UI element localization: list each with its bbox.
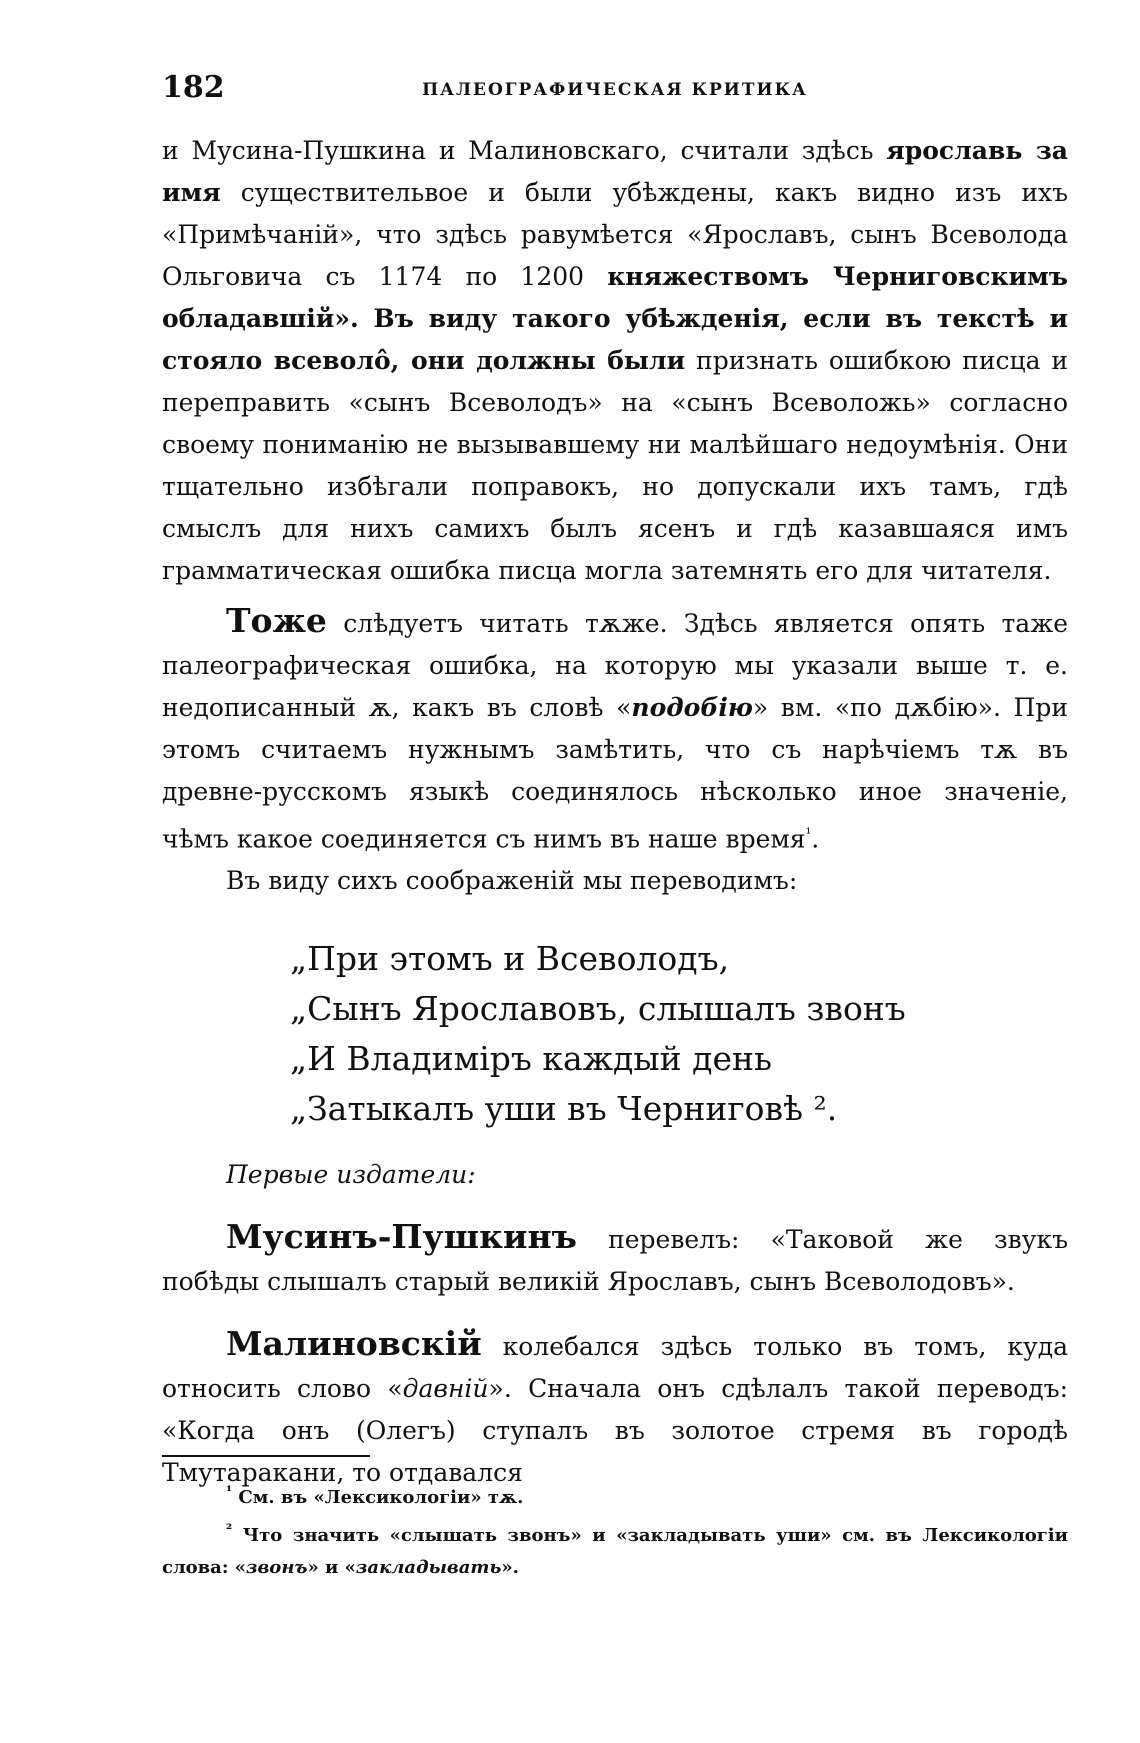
paragraph-1 (162, 130, 1068, 592)
p1-text-2: существительвое и были убѣждены, какъ видно изъ ихъ «Примѣчаній», что здѣсь равумѣется «Ярославъ, сынъ Всеволода Ольговича съ 1174 по 1200 (162, 178, 1068, 291)
running-head: ПАЛЕОГРАФИЧЕСКАЯ КРИТИКА (422, 80, 808, 100)
p4-lead-word: Мусинъ-Пушкинъ (226, 1217, 577, 1257)
paragraph-5 (162, 1323, 1068, 1494)
footnote-ref-1: ¹ (805, 826, 812, 842)
page-header (162, 70, 1068, 110)
p2-text-2: » вм. «по дѫбію». При этомъ считаемъ нужнымъ замѣтить, что съ нарѣчіемъ тѫ въ древне-русскомъ языкѣ соединялось нѣсколько иное значеніе, чѣмъ какое соединяется съ нимъ въ наше время (162, 693, 1068, 854)
p1-text-3: признать ошибкою писца и переправить «сынъ Всеволодъ» на «сынъ Всеволожь» согласно своему пониманію не вызывавшему ни малѣйшаго недоумѣнія. Они тщательно избѣгали поправокъ, но допускали ихъ тамъ, гдѣ смыслъ для нихъ самихъ былъ ясенъ и гдѣ казавшаяся имъ грамматическая ошибка писца могла затемнять его для читателя. (162, 346, 1068, 585)
p5-lead-word: Малиновскій (226, 1324, 482, 1364)
paragraph-2 (162, 600, 1068, 860)
footnote-1 (162, 1476, 1068, 1514)
footnote-2-text-3: ». (501, 1557, 519, 1578)
verse-line: „При этомъ и Всеволодъ, (290, 939, 730, 979)
verse-line: „Затыкалъ уши въ Черниговѣ ². (290, 1089, 838, 1129)
verse-line: „И Владиміръ каждый день (290, 1039, 772, 1079)
p1-bold-1: ярославь за имя (162, 136, 1068, 207)
p2-italic-word: подобію (631, 693, 753, 722)
paragraph-4 (162, 1216, 1068, 1303)
p2-lead-word: Тоже (226, 601, 327, 640)
p5-text-1: колебался здѣсь только въ томъ, куда относить слово « (162, 1332, 1068, 1404)
p1-bold-2: княжествомъ Черниговскимъ обладавшій». (162, 262, 1068, 333)
verse-block (290, 934, 1068, 1134)
footnotes (162, 1476, 1068, 1584)
footnote-1-text: См. въ «Лексикологіи» тѫ. (232, 1487, 524, 1508)
p1-text-1: и Мусина-Пушкина и Малиновскаго, считали здѣсь (162, 136, 887, 165)
footnote-2-italic-2: закладывать (355, 1557, 502, 1578)
footnote-mark-2: ² (226, 1522, 233, 1538)
page-number: 182 (162, 70, 225, 105)
page-body (162, 130, 1068, 1494)
paragraph-3: Въ виду сихъ соображеній мы переводимъ: (226, 866, 798, 896)
footnote-2-italic-1: звонъ (246, 1557, 308, 1578)
subheading: Первые издатели: (226, 1160, 476, 1190)
p5-italic-word: давній (402, 1374, 489, 1404)
footnote-2 (162, 1514, 1068, 1584)
p1-bold-3: Въ виду такого убѣжденія, (358, 304, 804, 333)
p2-text-1: слѣдуетъ читать тѫже. Здѣсь является опять таже палеографическая ошибка, на которую мы указали выше т. е. недописанный ѫ, какъ въ словѣ « (162, 609, 1068, 722)
footnote-mark-1: ¹ (226, 1484, 233, 1500)
footnote-rule (162, 1455, 370, 1457)
p4-text-1: перевелъ: «Таковой же звукъ побѣды слышалъ старый великій Ярославъ, сынъ Всеволодовъ». (162, 1225, 1068, 1297)
verse-line: „Сынъ Ярославовъ, слышалъ звонъ (290, 989, 906, 1029)
p5-text-2: ». Сначала онъ сдѣлалъ такой переводъ: «Когда онъ (Олегъ) ступалъ въ золотое стремя въ городѣ Тмутаракани, то отдавался (162, 1374, 1069, 1488)
p1-bold-4: если въ текстѣ и стояло всеволо̂, они должны были (162, 304, 1068, 375)
footnote-2-text-2: » и « (307, 1557, 356, 1578)
p2-text-3: . (811, 824, 820, 854)
footnote-2-text-1: Что значить «слышать звонъ» и «закладывать уши» см. въ Лексикологіи слова: « (162, 1525, 1068, 1578)
